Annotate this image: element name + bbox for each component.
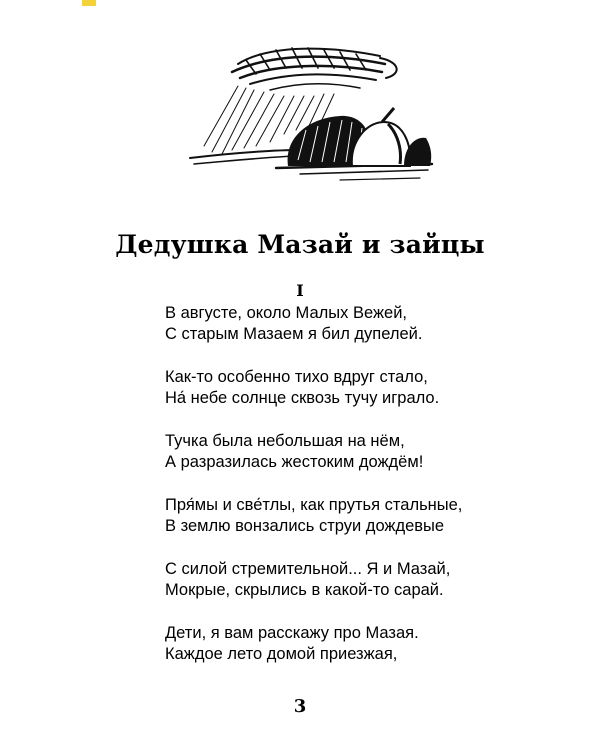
stanza <box>165 559 565 600</box>
poem-line: Каждое лето домой приезжая, <box>165 644 398 663</box>
poem-line: В землю вонзались струи дождевые <box>165 516 445 535</box>
stanza <box>165 367 565 408</box>
stanza <box>165 495 565 536</box>
stanza <box>165 431 565 472</box>
stanza <box>165 623 565 664</box>
stanza <box>165 303 565 344</box>
poem-line: Мокрые, скрылись в какой-то сарай. <box>165 580 444 599</box>
poem-line: С силой стремительной... Я и Мазай, <box>165 560 451 578</box>
poem-line: А разразилась жестоким дождём! <box>165 452 424 471</box>
poem-line: Пря́мы и све́тлы, как прутья стальные, <box>165 496 463 514</box>
poem-line: Дети, я вам расскажу про Мазая. <box>165 624 419 642</box>
poem-line: Тучка была небольшая на нём, <box>165 432 405 450</box>
poem-line: На́ небе солнце сквозь тучу играло. <box>165 388 440 407</box>
corner-mark <box>82 0 96 6</box>
poem-title: Дедушка Мазай и зайцы <box>115 230 485 259</box>
section-number: I <box>296 281 304 300</box>
poem-line: С старым Мазаем я бил дупелей. <box>165 324 423 343</box>
poem-line: В августе, около Малых Вежей, <box>165 304 407 322</box>
poem-line: Как-то особенно тихо вдруг стало, <box>165 368 428 386</box>
poem-body <box>165 303 565 687</box>
page-number: 3 <box>293 696 307 717</box>
rain-cloud-haystacks-icon <box>180 42 440 192</box>
